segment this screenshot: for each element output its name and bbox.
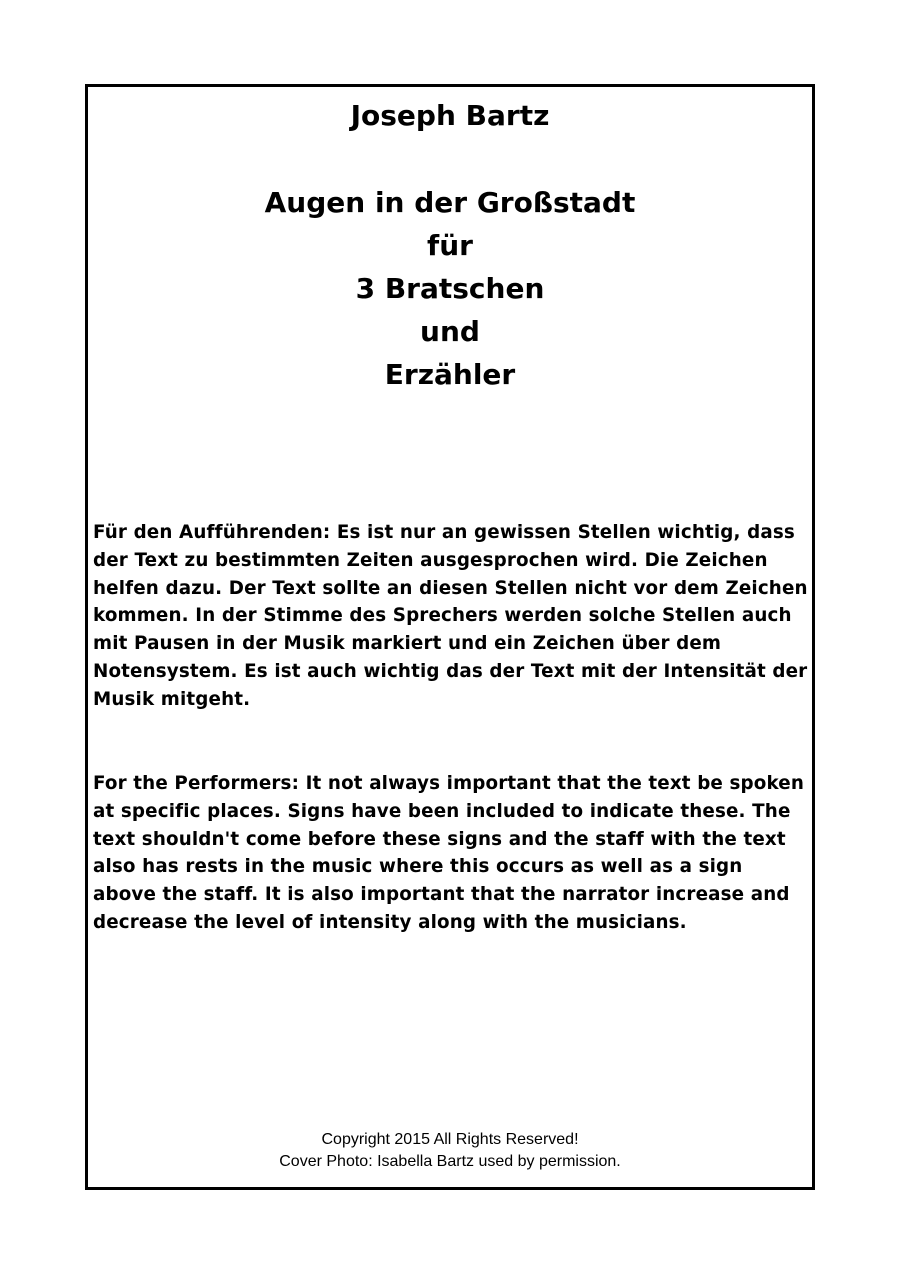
- copyright-line: Copyright 2015 All Rights Reserved!: [321, 1131, 579, 1148]
- title-narrator: Erzähler: [384, 358, 516, 391]
- copyright-footer: [88, 1129, 812, 1173]
- title-instrumentation: 3 Bratschen: [355, 272, 545, 305]
- title-for: für: [427, 229, 473, 262]
- title-and: und: [420, 315, 480, 348]
- page-border: [85, 84, 815, 1190]
- title-main: Augen in der Großstadt: [264, 186, 636, 219]
- title-block: [88, 181, 812, 396]
- composer-name: Joseph Bartz: [350, 99, 550, 132]
- performer-note-english: For the Performers: It not always important that the text be spoken at specific places. Signs have been included to indicate these. The text shouldn't come before these signs and the staff with the text also has rests in the music where this occurs as well as a sign above the staff. It is also important that the narrator increase and decrease the level of intensity along with the musicians.: [93, 773, 804, 933]
- photo-credit-line: Cover Photo: Isabella Bartz used by permission.: [279, 1153, 621, 1170]
- performer-note-german: Für den Aufführenden: Es ist nur an gewissen Stellen wichtig, dass der Text zu bestimmten Zeiten ausgesprochen wird. Die Zeichen helfen dazu. Der Text sollte an diesen Stellen nicht vor dem Zeichen kommen. In der Stimme des Sprechers werden solche Stellen auch mit Pausen in der Musik markiert und ein Zeichen über dem Notensystem. Es ist auch wichtig das der Text mit der Intensität der Musik mitgeht.: [93, 522, 808, 710]
